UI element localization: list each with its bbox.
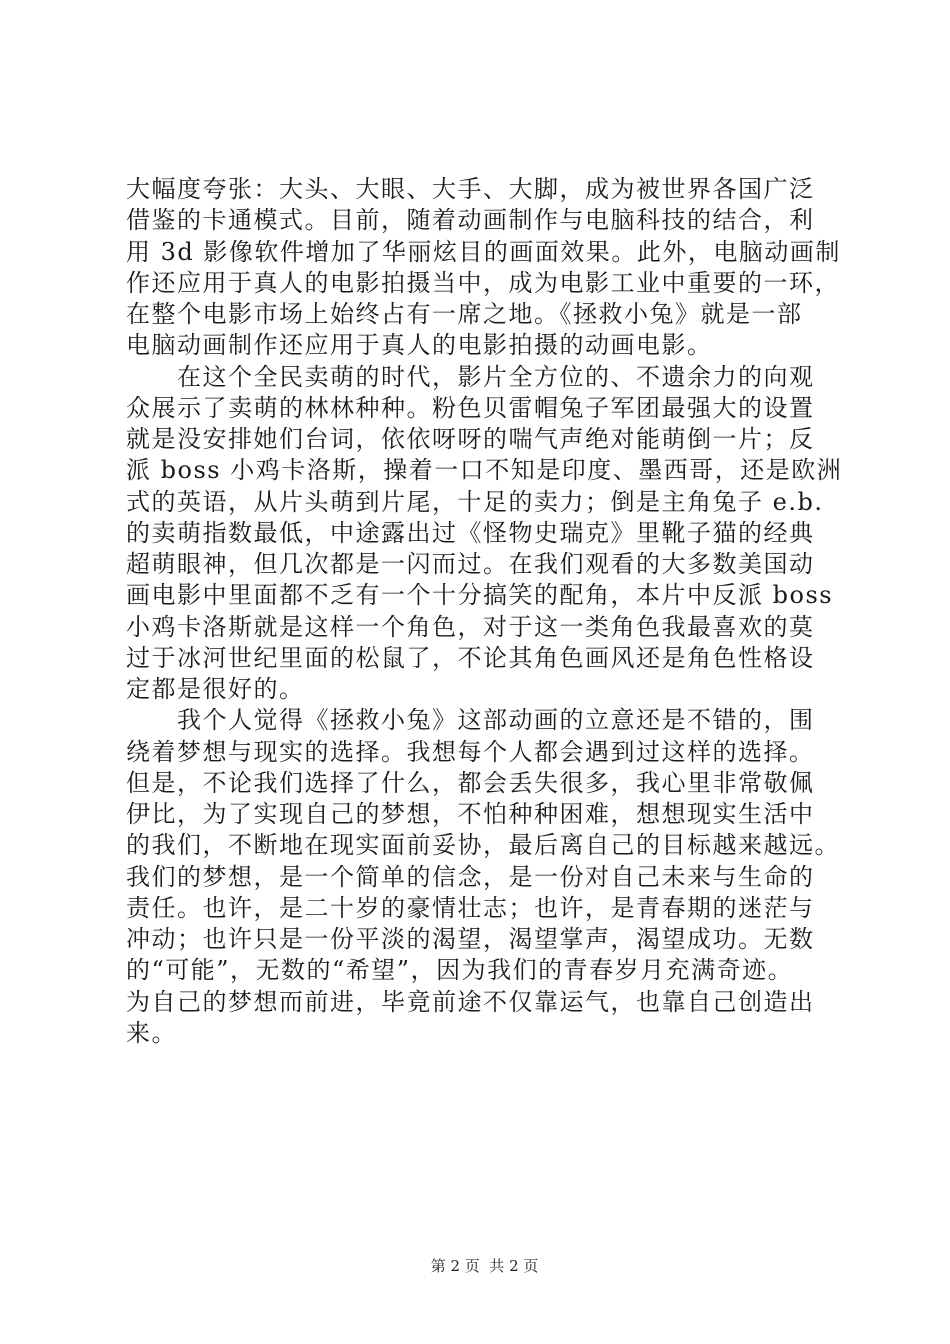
body-text [126, 174, 843, 1049]
page-number: 第 2 页 共 2 页 [430, 1257, 539, 1275]
text-line: 众展示了卖萌的林林种种。粉色贝雷帽兔子军团最强大的设置 [126, 393, 815, 422]
text-line: 式的英语，从片头萌到片尾，十足的卖力；倒是主角兔子 e.b. [126, 487, 824, 516]
text-line: 我们的梦想，是一个简单的信念，是一份对自己未来与生命的 [126, 862, 815, 891]
text-line: 绕着梦想与现实的选择。我想每个人都会遇到过这样的选择。 [126, 737, 815, 766]
text-line: 的“可能”，无数的“希望”，因为我们的青春岁月充满奇迹。 [126, 956, 794, 985]
text-line: 定都是很好的。 [126, 675, 305, 703]
text-line: 作还应用于真人的电影拍摄当中，成为电影工业中重要的一环， [126, 268, 840, 297]
text-line: 冲动；也许只是一份平淡的渴望，渴望掌声，渴望成功。无数 [126, 925, 815, 953]
text-line: 借鉴的卡通模式。目前，随着动画制作与电脑科技的结合，利 [126, 206, 815, 235]
text-line: 的卖萌指数最低，中途露出过《怪物史瑞克》里靴子猫的经典 [126, 518, 815, 547]
text-line: 就是没安排她们台词，依依呀呀的喘气声绝对能萌倒一片；反 [126, 425, 815, 453]
text-line: 来。 [126, 1018, 177, 1047]
text-line: 在整个电影市场上始终占有一席之地。《拯救小兔》就是一部 [126, 300, 803, 328]
text-line: 但是，不论我们选择了什么，都会丢失很多，我心里非常敬佩 [126, 768, 815, 797]
text-line: 的我们，不断地在现实面前妥协，最后离自己的目标越来越远。 [126, 831, 840, 860]
text-line: 过于冰河世纪里面的松鼠了，不论其角色画风还是角色性格设 [126, 643, 815, 672]
text-line: 大幅度夸张：大头、大眼、大手、大脚，成为被世界各国广泛 [126, 175, 815, 203]
text-line: 超萌眼神，但几次都是一闪而过。在我们观看的大多数美国动 [126, 550, 815, 578]
text-line: 我个人觉得《拯救小兔》这部动画的立意还是不错的，围 [126, 706, 815, 735]
text-line: 在这个全民卖萌的时代，影片全方位的、不遗余力的向观 [126, 362, 815, 391]
text-line: 电脑动画制作还应用于真人的电影拍摄的动画电影。 [126, 331, 713, 360]
text-line: 用 3d 影像软件增加了华丽炫目的画面效果。此外，电脑动画制 [126, 237, 841, 266]
text-line: 伊比，为了实现自己的梦想，不怕种种困难，想想现实生活中 [126, 800, 815, 828]
text-line: 画电影中里面都不乏有一个十分搞笑的配角，本片中反派 boss [126, 581, 834, 610]
text-line: 派 boss 小鸡卡洛斯，操着一口不知是印度、墨西哥，还是欧洲 [126, 456, 843, 485]
text-line: 责任。也许，是二十岁的豪情壮志；也许，是青春期的迷茫与 [126, 893, 815, 922]
text-line: 小鸡卡洛斯就是这样一个角色，对于这一类角色我最喜欢的莫 [126, 612, 815, 641]
page-footer [0, 1236, 950, 1296]
text-line: 为自己的梦想而前进，毕竟前途不仅靠运气，也靠自己创造出 [126, 987, 815, 1016]
